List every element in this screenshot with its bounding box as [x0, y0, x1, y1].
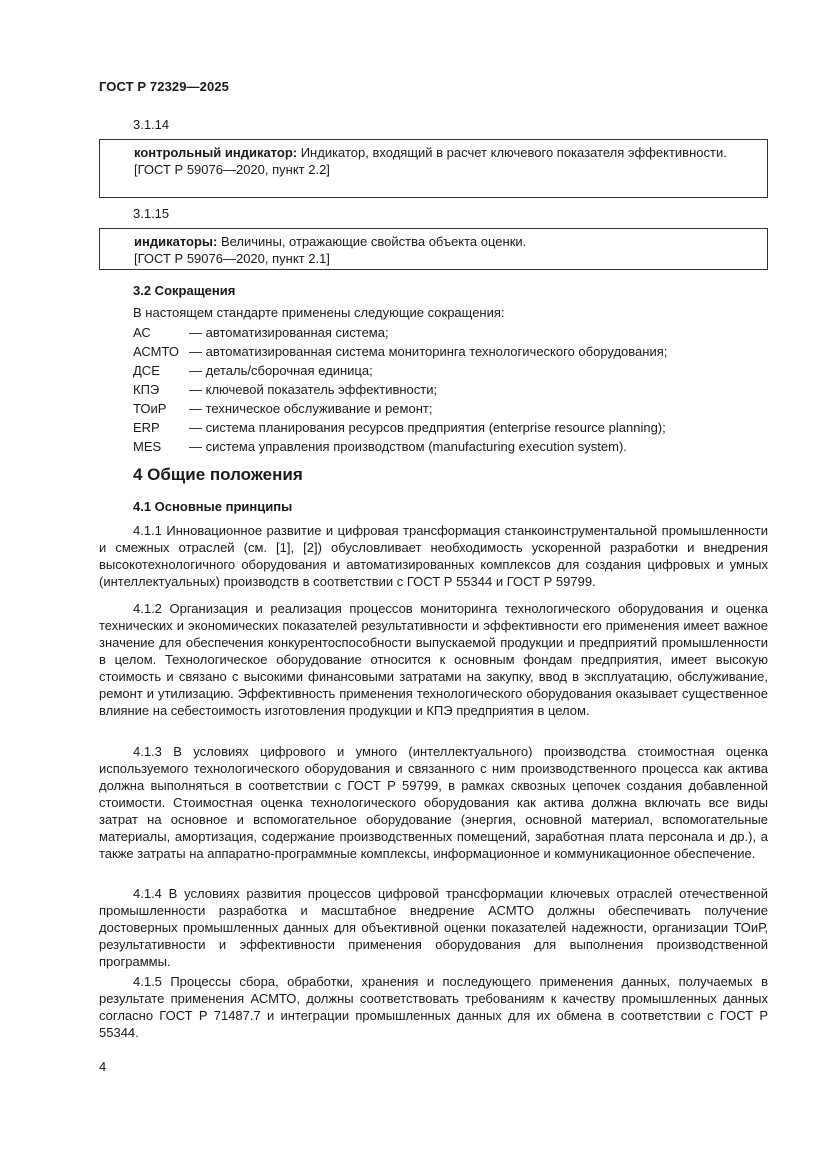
term-source: [ГОСТ Р 59076—2020, пункт 2.1] — [134, 251, 330, 266]
abbreviation-description: — ключевой показатель эффективности; — [189, 382, 438, 397]
paragraph — [99, 743, 768, 862]
abbreviation-row — [133, 418, 667, 437]
abbreviation-code: MES — [133, 439, 162, 454]
subsection-title: 4.1 Основные принципы — [133, 499, 293, 514]
abbreviation-row — [133, 342, 667, 361]
abbreviation-code: ТОиР — [133, 401, 167, 416]
term-label: контрольный индикатор: — [134, 145, 298, 160]
paragraph-text: 4.1.3 В условиях цифрового и умного (интеллектуального) производства стоимостная оценка используемого технологического оборудования и связанного с ним производственного процесса как актива должна выполняться в соответствии с ГОСТ Р 59799, в рамках сквозных цепочек создания добавленной стоимости. Стоимостная оценка технологического оборудования как актива должна включать все виды затрат на основное и вспомогательное оборудование (энергия, основной материал, вспомогательные материалы, амортизация, содержание производственных помещений, заработная плата персонала и др.), а также затраты на аппаратно-программные комплексы, информационное и коммуникационное обеспечение. — [99, 744, 768, 861]
abbreviation-description: — автоматизированная система мониторинга технологического оборудования; — [189, 344, 668, 359]
page-number: 4 — [99, 1059, 107, 1074]
abbreviations-heading: 3.2 Сокращения — [133, 283, 236, 298]
term-definition-text — [134, 144, 761, 161]
abbreviation-description: — техническое обслуживание и ремонт; — [189, 401, 433, 416]
section-title: 4 Общие положения — [133, 465, 303, 484]
paragraph — [99, 522, 768, 590]
abbreviation-description: — система планирования ресурсов предприятия (enterprise resource planning); — [189, 420, 666, 435]
term-definition: Величины, отражающие свойства объекта оценки. — [217, 234, 527, 249]
abbreviation-code: АСМТО — [133, 344, 179, 359]
abbreviations-list — [133, 323, 667, 456]
abbreviation-row — [133, 323, 667, 342]
abbreviation-code: ДСЕ — [133, 363, 160, 378]
term-source: [ГОСТ Р 59076—2020, пункт 2.2] — [134, 162, 330, 177]
abbreviation-row — [133, 437, 667, 456]
term-definition-box — [99, 139, 768, 198]
paragraph — [99, 885, 768, 970]
abbreviation-row — [133, 361, 667, 380]
term-definition: Индикатор, входящий в расчет ключевого показателя эффективности. — [297, 145, 727, 160]
paragraph — [99, 600, 768, 719]
term-label: индикаторы: — [134, 234, 218, 249]
abbreviation-description: — автоматизированная система; — [189, 325, 389, 340]
abbreviation-row — [133, 380, 667, 399]
paragraph-text: 4.1.5 Процессы сбора, обработки, хранения и последующего применения данных, получаемых в результате применения АСМТО, должны соответствовать требованиям к качеству промышленных данных согласно ГОСТ Р 71487.7 и интеграции промышленных данных для их обмена в соответствии с ГОСТ Р 55344. — [99, 974, 768, 1040]
abbreviation-code: КПЭ — [133, 382, 160, 397]
document-header: ГОСТ Р 72329—2025 — [99, 79, 229, 94]
term-number: 3.1.14 — [133, 117, 170, 132]
term-definition-text — [134, 233, 761, 250]
abbreviation-description: — система управления производством (manufacturing execution system). — [189, 439, 627, 454]
abbreviation-description: — деталь/сборочная единица; — [189, 363, 373, 378]
paragraph-text: 4.1.1 Инновационное развитие и цифровая трансформация станкоинструментальной промышленности и смежных отраслей (см. [1], [2]) обусловливает необходимость ускоренной разработки и внедрения высокотехнологичного оборудования и автоматизированных комплексов для создания цифровых и умных (интеллектуальных) производств в соответствии с ГОСТ Р 55344 и ГОСТ Р 59799. — [99, 523, 768, 589]
abbreviation-code: ERP — [133, 420, 160, 435]
paragraph-text: 4.1.2 Организация и реализация процессов мониторинга технологического оборудования и оценка технических и экономических показателей результативности и эффективности его применения имеет важное значение для обеспечения конкурентоспособности выпускаемой продукции и предприятий промышленности в целом. Технологическое оборудование относится к основным фондам предприятия, имеет высокую стоимость и связано с высокими финансовыми затратами на закупку, ввод в эксплуатацию, обслуживание, ремонт и утилизацию. Эффективность применения технологического оборудования оказывает существенное влияние на себестоимость изготовления продукции и КПЭ предприятия в целом. — [99, 601, 768, 718]
term-number: 3.1.15 — [133, 206, 170, 221]
abbreviation-row — [133, 399, 667, 418]
abbreviations-intro: В настоящем стандарте применены следующие сокращения: — [133, 305, 505, 320]
term-definition-box — [99, 228, 768, 270]
paragraph — [99, 973, 768, 1041]
paragraph-text: 4.1.4 В условиях развития процессов цифровой трансформации ключевых отраслей отечественной промышленности разработка и масштабное внедрение АСМТО должны обеспечивать получение достоверных промышленных данных для объективной оценки показателей надежности, организации ТОиР, результативности и эффективности применения оборудования для выполнения производственной программы. — [99, 886, 768, 969]
abbreviation-code: АС — [133, 325, 151, 340]
